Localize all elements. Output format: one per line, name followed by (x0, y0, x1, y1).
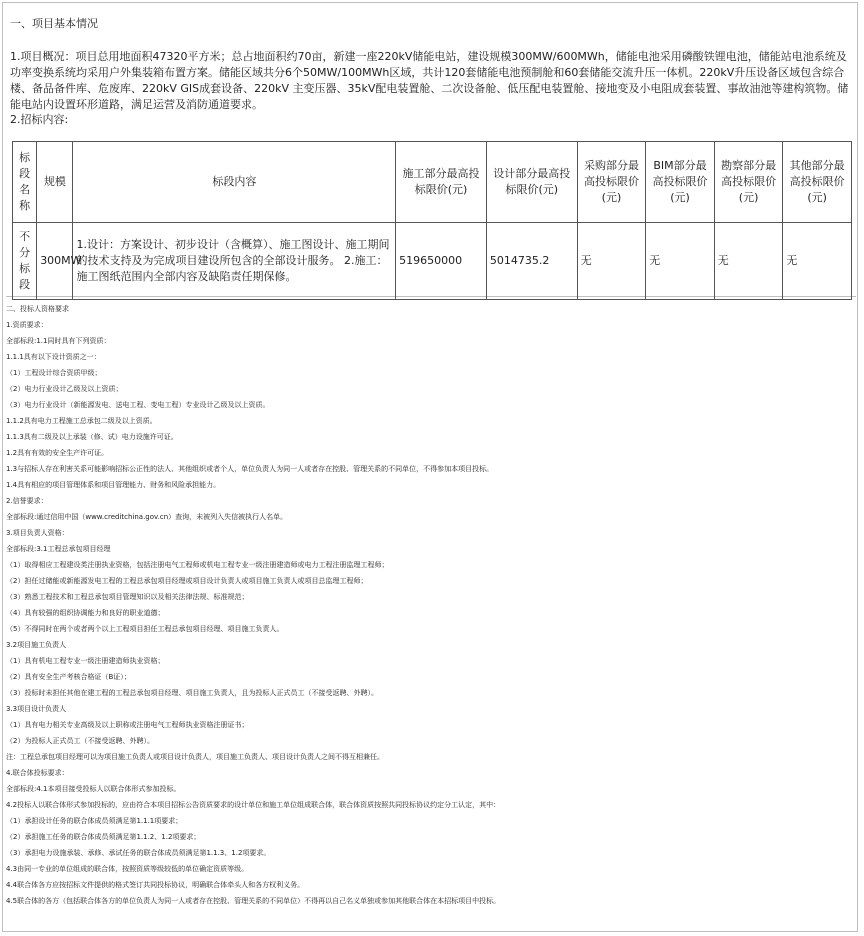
requirement-line: （3）承担电力设施承装、承修、承试任务的联合体成员须满足第1.1.3、1.2项要求。 (6, 849, 271, 857)
requirement-line: 4.4联合体各方应按招标文件提供的格式签订共同投标协议，明确联合体牵头人和各方权利义务。 (6, 881, 305, 889)
cell-design-price: 5014735.2 (486, 223, 577, 300)
cell-survey-price: 无 (714, 223, 783, 300)
section-heading-qualification: 二、投标人资格要求 (6, 305, 69, 313)
cell-section-name: 不分标段 (13, 223, 37, 300)
cell-construction-price: 519650000 (396, 223, 487, 300)
requirement-line: 注：工程总承包项目经理可以为项目施工负责人或项目设计负责人，项目施工负责人、项目设计负责人之间不得互相兼任。 (6, 753, 384, 761)
requirement-line: （1）具有机电工程专业一级注册建造师执业资格； (6, 657, 165, 665)
requirement-line: （4）具有较强的组织协调能力和良好的职业道德； (6, 609, 165, 617)
requirement-line: 1.资质要求： (6, 321, 48, 329)
requirement-line: 全部标段:3.1工程总承包项目经理 (6, 545, 111, 553)
cell-scale: 300MW (37, 223, 73, 300)
table-header-row (13, 142, 852, 223)
header-survey-price: 勘察部分最高投标限价(元) (714, 142, 783, 223)
header-other-price: 其他部分最高投标限价(元) (783, 142, 852, 223)
cell-procurement-price: 无 (577, 223, 646, 300)
bidder-qualification-section (6, 301, 856, 909)
requirement-line: （2）为投标人正式员工（不接受返聘、外聘）。 (6, 737, 154, 745)
header-bim-price: BIM部分最高投标限价(元) (646, 142, 715, 223)
project-basic-section (6, 6, 856, 297)
header-design-price: 设计部分最高投标限价(元) (486, 142, 577, 223)
requirement-line: 3.项目负责人资格： (6, 529, 69, 537)
requirement-line: 全部标段:通过信用中国（www.creditchina.gov.cn）查询，未被列入失信被执行人名单。 (6, 513, 288, 521)
cell-other-price: 无 (783, 223, 852, 300)
requirement-line: 1.3与招标人存在利害关系可能影响招标公正性的法人、其他组织或者个人，单位负责人为同一人或者存在控股、管理关系的不同单位，不得参加本项目投标。 (6, 465, 494, 473)
requirement-line: 3.3项目设计负责人 (6, 705, 67, 713)
requirement-line: （1）具有电力相关专业高级及以上职称或注册电气工程师执业资格注册证书； (6, 721, 249, 729)
requirement-line: （3）熟悉工程技术和工程总承包项目管理知识以及相关法律法规、标准规范； (6, 593, 249, 601)
requirement-line: 4.联合体投标要求： (6, 769, 69, 777)
table-row (13, 223, 852, 300)
requirement-line: （2）电力行业设计乙级及以上资质； (6, 385, 123, 393)
header-section-name: 标段名称 (13, 142, 37, 223)
requirement-line: （5）不得同时在两个或者两个以上工程项目担任工程总承包项目经理、项目施工负责人。 (6, 625, 284, 633)
requirement-line: 4.3由同一专业的单位组成的联合体，按照资质等级较低的单位确定资质等级。 (6, 865, 249, 873)
requirement-line: 全部标段:1.1同时具有下列资质： (6, 337, 111, 345)
requirement-line: 4.2投标人以联合体形式参加投标的，应由符合本项目招标公告资质要求的设计单位和施工单位组成联合体，联合体资质按照共同投标协议约定分工认定，其中： (6, 801, 501, 809)
tender-content-title: 2.招标内容: (10, 113, 69, 126)
header-procurement-price: 采购部分最高投标限价(元) (577, 142, 646, 223)
header-content: 标段内容 (73, 142, 396, 223)
requirement-line: 1.4具有相应的项目管理体系和项目管理能力、财务和风险承担能力。 (6, 481, 221, 489)
requirement-line: （3）投标时未担任其他在建工程的工程总承包项目经理、项目施工负责人，且为投标人正式员工（不接受返聘、外聘）。 (6, 689, 378, 697)
cell-bim-price: 无 (646, 223, 715, 300)
requirement-line: （2）具有安全生产考核合格证（B证）； (6, 673, 131, 681)
project-overview: 1.项目概况：项目总用地面积47320平方米；总占地面积约70亩，新建一座220kV储能电站，建设规模300MW/600MWh，储能电池采用磷酸铁锂电池，储能站电池系统及功率变换系统均采用户外集装箱布置方案。储能区域共分6个50MW/100MWh区域，共计120套储能电池预制舱和60套储能交流升压一体机。220kV升压设备区域包含综合楼、备品备件库、危废库、220kV GIS成套设备、220kV 主变压器、35kV配电装置舱、二次设备舱、低压配电装置舱、接地变及小电阻成套装置、事故油池等建构筑物。储能电站内设置环形道路，满足运营及消防通道要求。 (10, 50, 849, 111)
header-construction-price: 施工部分最高投标限价(元) (396, 142, 487, 223)
requirement-line: 1.1.1具有以下设计资质之一： (6, 353, 101, 361)
requirement-line: 1.1.2具有电力工程施工总承包二级及以上资质。 (6, 417, 157, 425)
requirement-line: （2）担任过储能或新能源发电工程的工程总承包项目经理或项目设计负责人或项目施工负责人或项目总监理工程师； (6, 577, 368, 585)
requirement-line: （1）工程设计综合资质甲级； (6, 369, 102, 377)
requirement-line: （1）取得相应工程建设类注册执业资格，包括注册电气工程师或机电工程专业一级注册建造师或电力工程注册监理工程师； (6, 561, 389, 569)
cell-content: 1.设计：方案设计、初步设计（含概算）、施工图设计、施工期间的技术支持及为完成项目建设所包含的全部设计服务。 2.施工：施工图纸范围内全部内容及缺陷责任期保修。 (73, 223, 396, 300)
requirement-line: 4.5联合体的各方（包括联合体各方的单位负责人为同一人或者存在控股、管理关系的不同单位）不得再以自己名义单独或参加其他联合体在本招标项目中投标。 (6, 897, 501, 905)
requirement-line: 1.1.3具有二级及以上承装（修、试）电力设施许可证。 (6, 433, 178, 441)
requirement-line: 全部标段:4.1本项目接受投标人以联合体形式参加投标。 (6, 785, 181, 793)
header-scale: 规模 (37, 142, 73, 223)
requirement-line: 1.2具有有效的安全生产许可证。 (6, 449, 109, 457)
requirement-line: 2.信誉要求： (6, 497, 48, 505)
requirement-line: （1）承担设计任务的联合体成员须满足第1.1.1项要求； (6, 817, 183, 825)
section-heading-basic: 一、项目基本情况 (10, 17, 98, 30)
document-frame (2, 2, 858, 932)
requirement-line: （2）承担施工任务的联合体成员须满足第1.1.2、1.2项要求； (6, 833, 201, 841)
bid-table (12, 141, 852, 300)
requirement-line: （3）电力行业设计（新能源发电、送电工程、变电工程）专业设计乙级及以上资质。 (6, 401, 270, 409)
requirement-line: 3.2项目施工负责人 (6, 641, 67, 649)
